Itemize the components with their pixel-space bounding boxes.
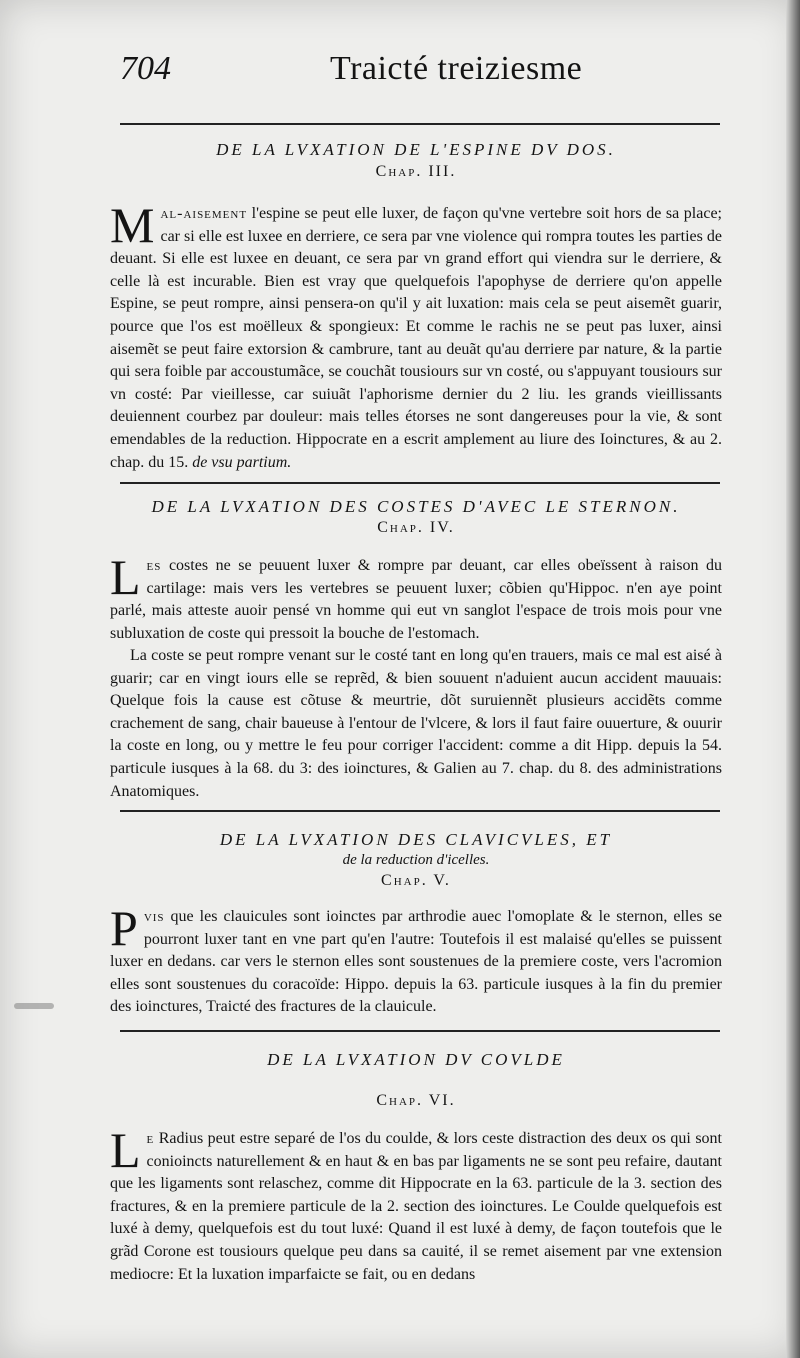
section-rule	[120, 1030, 720, 1032]
section-title-coulde: DE LA LVXATION DV COVLDE	[267, 1050, 565, 1069]
paragraph-costes-2: La coste se peut rompre venant sur le costé tant en long qu'en trauers, mais ce mal est aisé à guarir; car en vingt iours elle se reprẽd, & bien souuent n'aduient aucun accident mauuais: Quelque fois la cause est cõtuse & meurtrie, dõt suruiennẽt plusieurs accidẽts comme crachement de sang, chair baueuse à l'entour de l'vlcere, & lors il faut faire ouuerture, & ouurir la coste en long, ou y mettre le feu pour corriger l'accident: comme a dit Hipp. depuis la 54. particule iusques à la 68. du 3: des ioinctures, & Galien au 7. chap. du 8. des administrations Anatomiques.	[110, 647, 722, 800]
paragraph-text: l'espine se peut elle luxer, de façon qu'vne vertebre soit hors de sa place; car si elle est luxee en derriere, ce sera par vne violence qui rompra toutes les parties de deuant. Si elle est luxee en deuant, ce sera par vn grand effort qui viendra sur le derriere, & celle là est incurable. Bien est vray que quelquefois l'apophyse de derriere qu'on appelle Espine, se peut rompre, ainsi pensera-on qu'il y ait luxation: mais cela se peut aisemẽt guarir, pource que l'os est moëlleux & spongieux: Et comme le rachis ne se peut pas luxer, ainsi aisemẽt se peut faire extorsion & cambrure, tant au deuãt qu'au derriere par nature, & la partie qui sera foible par accoustumãce, se couchãt tousiours sur vn costé, ou s'appuyant tousiours sur vn costé: Par vieillesse, car suiuãt l'aphorisme dernier du 2 liu. les grands vieillissants deuiennent courbez par douleur: mais telles étorses ne sont dangereuses pour la vie, & sont emendables de la reduction. Hippocrate en a escrit amplement au liure des Ioinctures, & au 2. chap. du 15.	[110, 205, 722, 471]
lead-word: vis	[143, 908, 165, 925]
chapter-heading-6: Chap. VI.	[376, 1092, 456, 1109]
lead-word: es	[146, 557, 162, 574]
page-number: 704	[120, 50, 171, 87]
paragraph-clauicules	[110, 900, 722, 1019]
lead-word: al-aisement	[160, 205, 248, 222]
paragraph-espine	[110, 197, 722, 474]
section-subtitle-clauicules: de la reduction d'icelles.	[342, 852, 490, 868]
running-title: Traicté treiziesme	[330, 50, 583, 87]
citation-italic: de vsu partium.	[188, 453, 292, 471]
section-title-espine: DE LA LVXATION DE L'ESPINE DV DOS.	[216, 140, 616, 159]
drop-cap: M	[110, 197, 155, 253]
page-gutter-shadow	[786, 0, 800, 1358]
drop-cap: P	[110, 900, 138, 956]
ink-smudge	[14, 1003, 54, 1009]
chapter-heading-5: Chap. V.	[381, 872, 451, 889]
section-title-costes: DE LA LVXATION DES COSTES D'AVEC LE STERNON.	[151, 497, 681, 516]
section-title-clauicules: DE LA LVXATION DES CLAVICVLES, ET	[219, 830, 613, 849]
paragraph-costes-1	[110, 549, 722, 645]
paragraph-coulde	[110, 1122, 722, 1286]
paragraph-text: que les clauicules sont ioinctes par arthrodie auec l'omoplate & le sternon, elles se pourront luxer tant en vne part qu'en l'autre: Toutefois il est malaisé qu'elles se puissent luxer en dedans. car vers le sternon elles sont soustenues de la premiere coste, vers l'acromion elles sont soustenues du coracoïde: Hippo. depuis la 63. particule iusques à la fin du premier des ioinctures, Traicté des fractures de la clauicule.	[110, 908, 722, 1016]
page-header	[120, 50, 730, 100]
paragraph-text: costes ne se peuuent luxer & rompre par deuant, car elles obeïssent à raison du cartilage: mais vers les vertebres se peuuent luxer; cõbien qu'Hippoc. n'en aye point parlé, mais atteste auoir pensé vn homme qui eut vn sanglot l'espace de trois mois pour vne subluxation de coste qui pressoit la bouche de l'estomach.	[110, 557, 722, 642]
chapter-heading-3: Chap. III.	[375, 163, 457, 180]
lead-word: e	[146, 1130, 155, 1147]
drop-cap: L	[110, 1122, 141, 1178]
paragraph-text: Radius peut estre separé de l'os du coulde, & lors ceste distraction des deux os qui sont conioincts naturellement & en haut & en bas par ligaments ne se sont peu refaire, dautant que les ligaments sont relaschez, comme dit Hippocrate en la 63. particule de la 3. section des fractures, & en la premiere particule de la 2. section des ioinctures. Le Coulde quelquefois est luxé à demy, quelquefois est du tout luxé: Quand il est luxé à demy, de façon toutefois que le grãd Corone est tousiours quelque peu dans sa cauité, il se remet aisement par vne extension mediocre: Et la luxation imparfaicte se fait, ou en dedans	[110, 1130, 722, 1283]
header-rule	[120, 123, 720, 125]
section-rule	[120, 482, 720, 484]
chapter-heading-4: Chap. IV.	[377, 519, 455, 536]
section-rule	[120, 810, 720, 812]
drop-cap: L	[110, 549, 141, 605]
